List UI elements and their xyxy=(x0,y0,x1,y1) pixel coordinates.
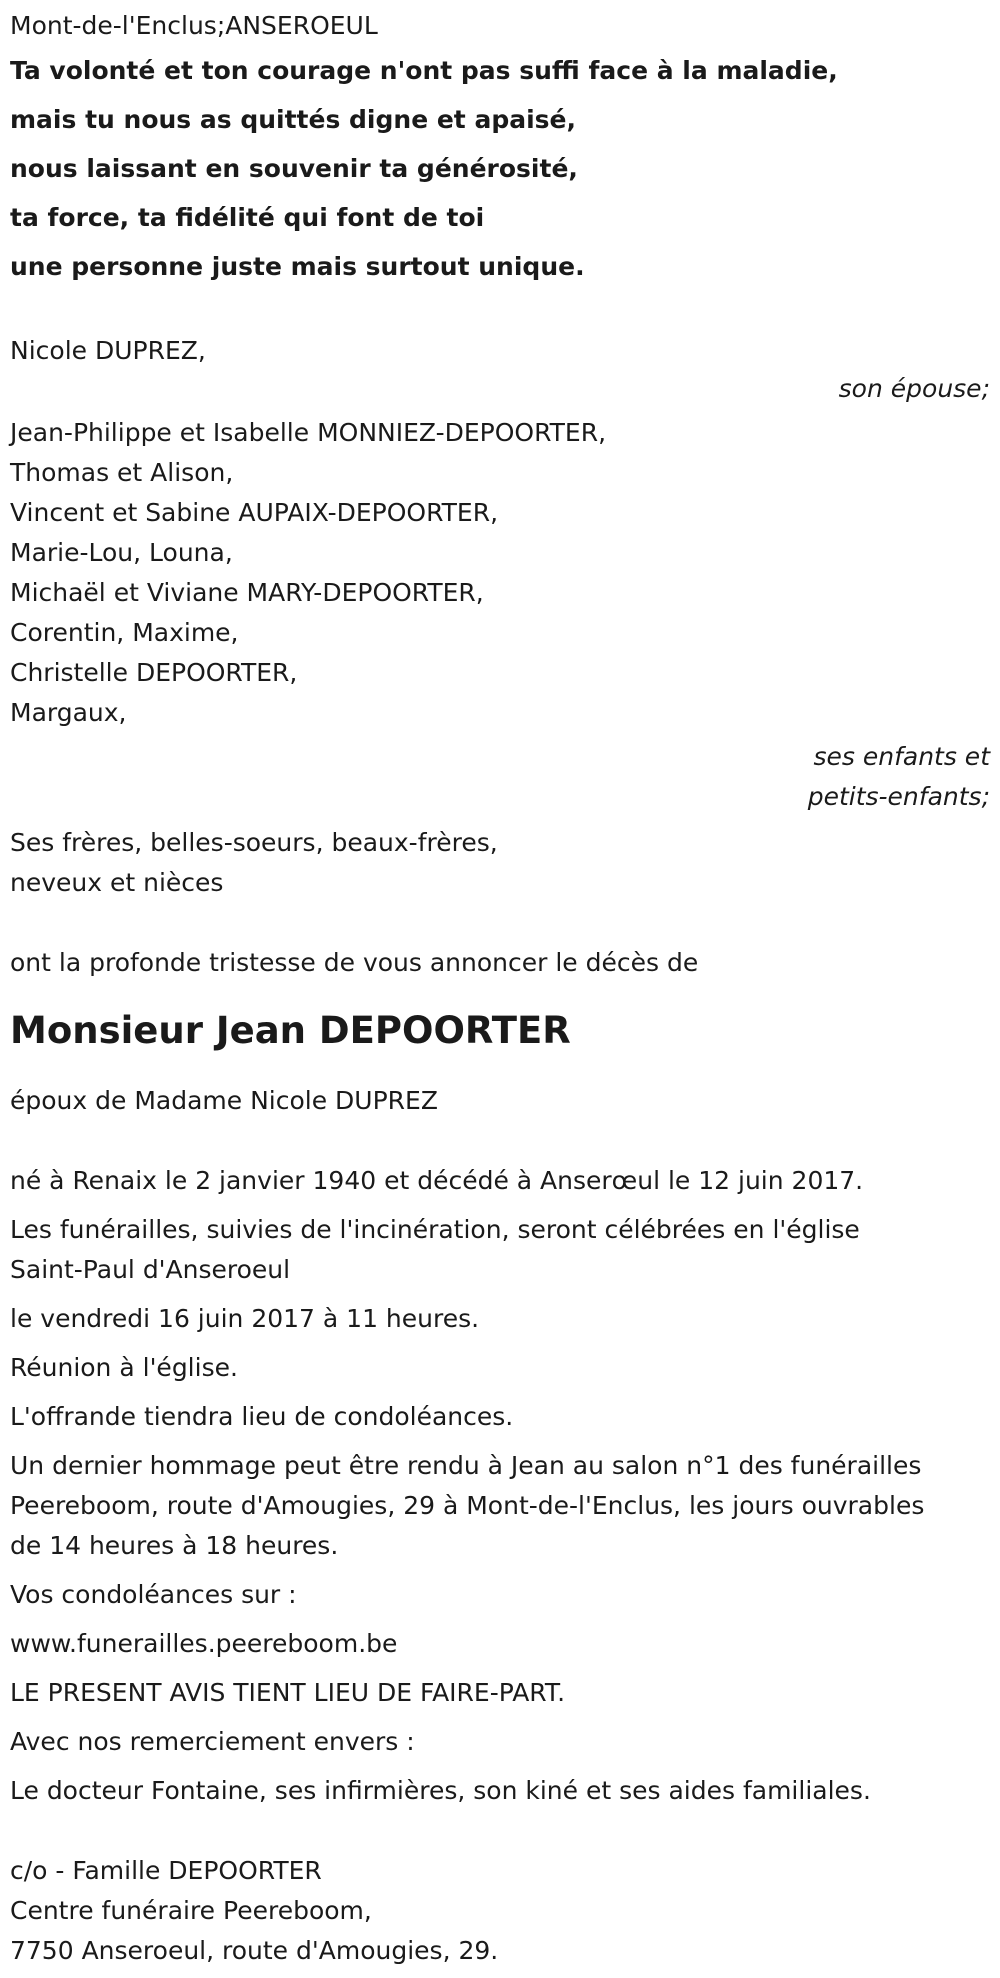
birth-death-text: né à Renaix le 2 janvier 1940 et décédé à Anserœul le 12 juin 2017. xyxy=(10,1166,864,1195)
poem xyxy=(10,46,990,291)
notice-text: LE PRESENT AVIS TIENT LIEU DE FAIRE-PART. xyxy=(10,1678,566,1707)
children-role-line: petits-enfants; xyxy=(807,782,990,811)
spouse-block xyxy=(10,331,990,409)
child-line: Christelle DEPOORTER, xyxy=(10,658,298,687)
child-line: Thomas et Alison, xyxy=(10,458,234,487)
website-link[interactable]: www.funerailles.peereboom.be xyxy=(10,1629,398,1658)
child-line: Corentin, Maxime, xyxy=(10,618,239,647)
offering-text: L'offrande tiendra lieu de condoléances. xyxy=(10,1402,514,1431)
deceased-name: Monsieur Jean DEPOORTER xyxy=(10,1009,571,1052)
condolences-label: Vos condoléances sur : xyxy=(10,1580,297,1609)
spouse-name: Nicole DUPREZ, xyxy=(10,336,206,365)
child-line: Vincent et Sabine AUPAIX-DEPOORTER, xyxy=(10,498,499,527)
siblings-line: neveux et nièces xyxy=(10,868,224,897)
spouse-role: son épouse; xyxy=(838,374,990,403)
contact-line: c/o - Famille DEPOORTER xyxy=(10,1856,322,1885)
tribute-line: Un dernier hommage peut être rendu à Jean au salon n°1 des funérailles xyxy=(10,1451,922,1480)
funeral-line: Saint-Paul d'Anseroeul xyxy=(10,1255,291,1284)
tribute-line: de 14 heures à 18 heures. xyxy=(10,1531,339,1560)
location-header: Mont-de-l'Enclus;ANSEROEUL xyxy=(10,11,378,40)
child-line: Margaux, xyxy=(10,698,127,727)
child-line: Michaël et Viviane MARY-DEPOORTER, xyxy=(10,578,484,607)
contact-block xyxy=(10,1851,990,1971)
funeral-date: le vendredi 16 juin 2017 à 11 heures. xyxy=(10,1304,480,1333)
tribute-line: Peereboom, route d'Amougies, 29 à Mont-de-l'Enclus, les jours ouvrables xyxy=(10,1491,925,1520)
spouse-of-text: époux de Madame Nicole DUPREZ xyxy=(10,1086,438,1115)
child-line: Marie-Lou, Louna, xyxy=(10,538,233,567)
poem-line: mais tu nous as quittés digne et apaisé, xyxy=(10,105,577,134)
meeting-text: Réunion à l'église. xyxy=(10,1353,238,1382)
contact-line: Centre funéraire Peereboom, xyxy=(10,1896,372,1925)
funeral-text xyxy=(10,1210,990,1290)
thanks-text: Le docteur Fontaine, ses infirmières, son kiné et ses aides familiales. xyxy=(10,1776,871,1805)
obituary-document xyxy=(10,0,990,1971)
contact-line: 7750 Anseroeul, route d'Amougies, 29. xyxy=(10,1936,499,1965)
poem-line: une personne juste mais surtout unique. xyxy=(10,252,585,281)
children-role-line: ses enfants et xyxy=(813,742,990,771)
siblings-block xyxy=(10,823,990,903)
poem-line: ta force, ta fidélité qui font de toi xyxy=(10,203,485,232)
child-line: Jean-Philippe et Isabelle MONNIEZ-DEPOORTER, xyxy=(10,418,607,447)
funeral-details xyxy=(10,1161,990,1811)
siblings-line: Ses frères, belles-soeurs, beaux-frères, xyxy=(10,828,498,857)
announcement-text: ont la profonde tristesse de vous annoncer le décès de xyxy=(10,948,699,977)
poem-line: nous laissant en souvenir ta générosité, xyxy=(10,154,578,183)
tribute-text xyxy=(10,1446,990,1566)
poem-line: Ta volonté et ton courage n'ont pas suffi face à la maladie, xyxy=(10,56,838,85)
thanks-label: Avec nos remerciement envers : xyxy=(10,1727,415,1756)
children-block xyxy=(10,413,990,817)
funeral-line: Les funérailles, suivies de l'incinération, seront célébrées en l'église xyxy=(10,1215,860,1244)
